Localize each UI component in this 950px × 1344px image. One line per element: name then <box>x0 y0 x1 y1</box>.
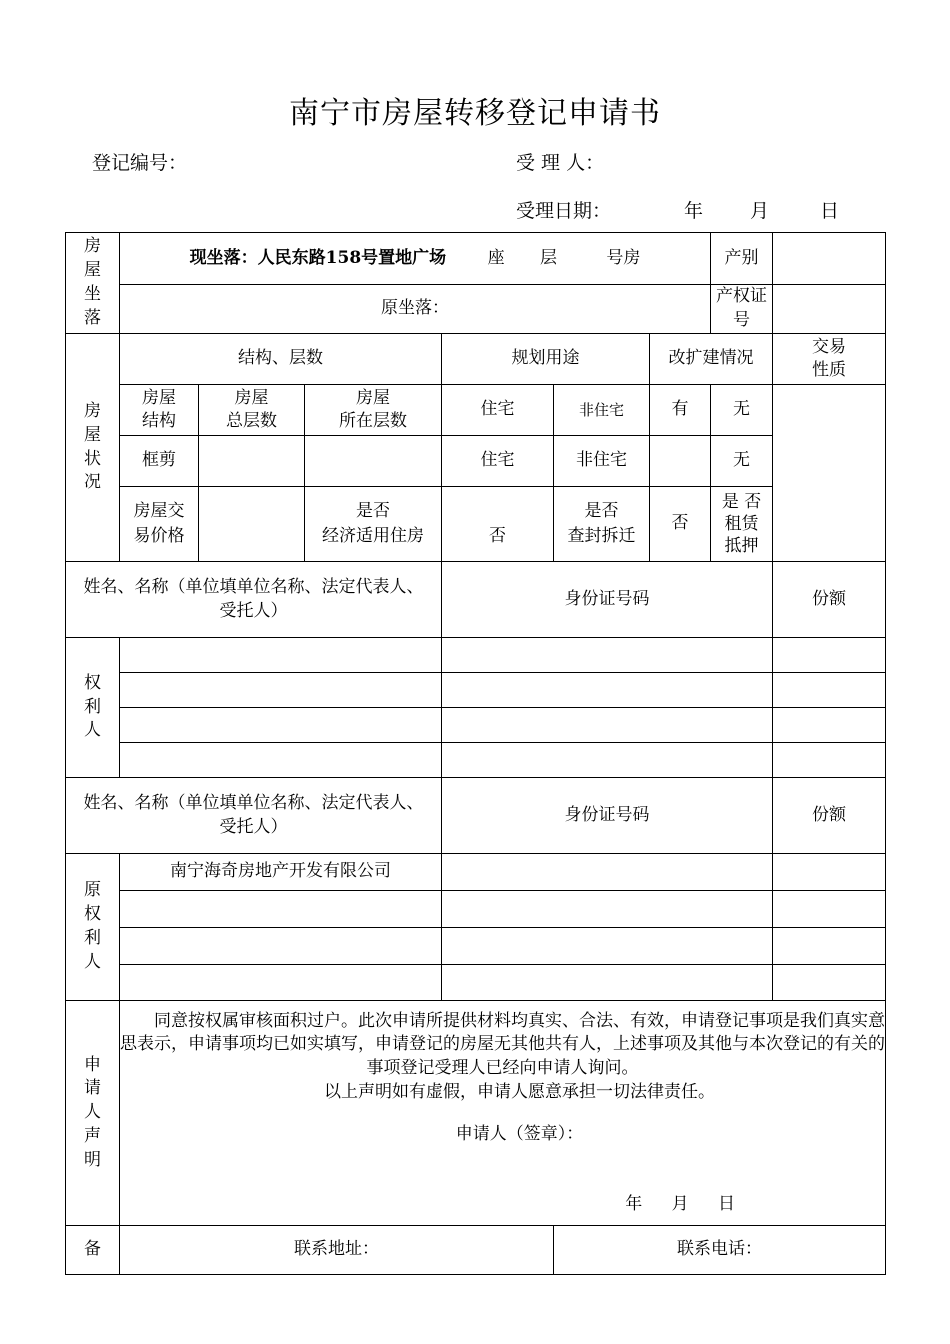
non-residential-value[interactable]: 非住宅 <box>554 436 650 487</box>
declaration-date: 年 月 日 <box>625 1193 736 1214</box>
certificate-number-label: 产权证号 <box>711 285 773 334</box>
original-holder-row <box>66 854 886 891</box>
holder-section-label: 权 利 人 <box>66 638 120 778</box>
certificate-number-value[interactable] <box>773 285 886 334</box>
accept-date-year: 年 <box>684 200 704 222</box>
current-location-value: 人民东路158号置地广场 <box>257 247 447 268</box>
accept-date-day: 日 <box>820 200 840 222</box>
original-holder-share-cell[interactable] <box>773 891 886 928</box>
location-section-label: 房 屋 坐 落 <box>66 233 120 334</box>
floor-label: 层 <box>539 247 557 268</box>
original-holder-id-cell[interactable] <box>442 965 773 1001</box>
holder-name-cell[interactable] <box>120 708 442 743</box>
declaration-section-label: 申 请 人 声 明 <box>66 1001 120 1226</box>
page-title: 南宁市房屋转移登记申请书 <box>289 96 661 131</box>
contact-phone-cell[interactable] <box>554 1226 886 1275</box>
structure-value[interactable]: 框剪 <box>120 436 199 487</box>
status-header-row <box>66 334 886 385</box>
original-holder-share-cell[interactable] <box>773 854 886 891</box>
trade-price-value[interactable] <box>199 487 305 562</box>
original-holder-id-header: 身份证号码 <box>442 778 773 854</box>
holder-id-header: 身份证号码 <box>442 562 773 638</box>
property-type-label: 产别 <box>711 233 773 285</box>
original-holder-name-header: 姓名、名称（单位填单位名称、法定代表人、受托人） <box>66 778 442 854</box>
holder-id-cell[interactable] <box>442 638 773 673</box>
holder-row <box>66 638 886 673</box>
holder-name-cell[interactable] <box>120 673 442 708</box>
holder-share-header: 份额 <box>773 562 886 638</box>
holder-row <box>66 743 886 778</box>
original-holder-share-header: 份额 <box>773 778 886 854</box>
original-holder-row <box>66 965 886 1001</box>
holder-name-cell[interactable] <box>120 638 442 673</box>
original-holder-row <box>66 891 886 928</box>
original-holder-share-cell[interactable] <box>773 928 886 965</box>
remarks-section-label: 备 <box>66 1226 120 1275</box>
status-subheader-row <box>66 385 886 436</box>
contact-phone-label: 联系电话： <box>677 1239 763 1260</box>
declaration-row <box>66 1001 886 1226</box>
current-location-cell[interactable] <box>120 233 711 285</box>
trade-nature-value[interactable] <box>773 385 886 562</box>
affordable-housing-label <box>305 487 442 562</box>
affordable-label-line1: 是否 <box>356 501 390 522</box>
contact-address-cell[interactable] <box>120 1226 554 1275</box>
seized-label-line2: 查封拆迁 <box>567 526 636 546</box>
structure-floors-label: 结构、层数 <box>120 334 442 385</box>
original-location-cell[interactable] <box>120 285 711 334</box>
declaration-paragraph-1: 同意按权属审核面积过户。此次申请所提供材料均真实、合法、有效，申请登记事项是我们真实意思表示，申请事项均已如实填写，申请登记的房屋无其他共有人，上述事项及其他与本次登记的有关的事项登记受理人已经向申请人询问。 <box>120 1010 886 1079</box>
seized-value[interactable]: 否 <box>650 487 711 562</box>
holder-id-cell[interactable] <box>442 673 773 708</box>
current-location-label: 现坐落： <box>189 247 258 268</box>
seat-label: 座 <box>487 247 505 268</box>
status-section-label: 房 屋 状 况 <box>66 334 120 562</box>
rebuild-no-label: 无 <box>711 385 773 436</box>
declaration-cell <box>120 1001 886 1226</box>
declaration-paragraph-2: 以上声明如有虚假，申请人愿意承担一切法律责任。 <box>324 1082 716 1102</box>
rebuild-yes-label: 有 <box>650 385 711 436</box>
registration-number-label: 登记编号： <box>92 152 188 174</box>
location-row-original <box>66 285 886 334</box>
holder-id-cell[interactable] <box>442 708 773 743</box>
trade-nature-label: 交易 性质 <box>773 334 886 385</box>
holder-share-cell[interactable] <box>773 743 886 778</box>
residential-label: 住宅 <box>442 385 554 436</box>
rebuild-yes-value[interactable] <box>650 436 711 487</box>
original-holder-name-cell[interactable] <box>120 928 442 965</box>
contact-address-label: 联系地址： <box>294 1239 379 1260</box>
residential-value[interactable]: 住宅 <box>442 436 554 487</box>
original-holder-row <box>66 928 886 965</box>
trade-price-label: 房屋交 易价格 <box>120 487 199 562</box>
seized-label <box>554 487 650 562</box>
original-holder-section-label: 原 权 利 人 <box>66 854 120 1001</box>
location-row-current <box>66 233 886 285</box>
located-floor-label: 房屋 所在层数 <box>305 385 442 436</box>
holder-name-cell[interactable] <box>120 743 442 778</box>
seized-label-line1: 是否 <box>584 501 619 522</box>
acceptor-label: 受 理 人： <box>516 152 605 174</box>
status-value-row <box>66 436 886 487</box>
status-price-row <box>66 487 886 562</box>
accept-date-label: 受理日期： <box>516 200 612 222</box>
rebuild-no-value[interactable]: 无 <box>711 436 773 487</box>
original-holder-share-cell[interactable] <box>773 965 886 1001</box>
original-holder-name-cell[interactable] <box>120 891 442 928</box>
affordable-housing-value[interactable]: 否 <box>442 487 554 562</box>
located-floor-value[interactable] <box>305 436 442 487</box>
accept-date-month: 月 <box>750 200 770 222</box>
non-residential-label: 非住宅 <box>554 385 650 436</box>
original-holder-header-row <box>66 778 886 854</box>
planned-use-label: 规划用途 <box>442 334 650 385</box>
remarks-row <box>66 1226 886 1275</box>
application-form-table <box>65 232 886 1275</box>
holder-row <box>66 673 886 708</box>
original-location-label: 原坐落： <box>381 298 450 319</box>
original-holder-name-cell[interactable]: 南宁海奇房地产开发有限公司 <box>120 854 442 891</box>
room-label: 号房 <box>606 247 641 268</box>
affordable-label-line2: 经济适用住房 <box>322 526 424 546</box>
holder-share-cell[interactable] <box>773 638 886 673</box>
original-holder-name-cell[interactable] <box>120 965 442 1001</box>
applicant-signature-label[interactable]: 申请人（签章）： <box>455 1123 584 1144</box>
leased-mortgaged-label: 是 否 租赁 抵押 <box>711 487 773 562</box>
rebuild-label: 改扩建情况 <box>650 334 773 385</box>
holder-row <box>66 708 886 743</box>
original-holder-id-cell[interactable] <box>442 891 773 928</box>
holder-share-cell[interactable] <box>773 673 886 708</box>
holder-header-row <box>66 562 886 638</box>
holder-name-header: 姓名、名称（单位填单位名称、法定代表人、受托人） <box>66 562 442 638</box>
house-structure-label: 房屋 结构 <box>120 385 199 436</box>
holder-id-cell[interactable] <box>442 743 773 778</box>
original-holder-id-cell[interactable] <box>442 854 773 891</box>
total-floors-label: 房屋 总层数 <box>199 385 305 436</box>
property-type-value[interactable] <box>773 233 886 285</box>
holder-share-cell[interactable] <box>773 708 886 743</box>
original-holder-id-cell[interactable] <box>442 928 773 965</box>
total-floors-value[interactable] <box>199 436 305 487</box>
